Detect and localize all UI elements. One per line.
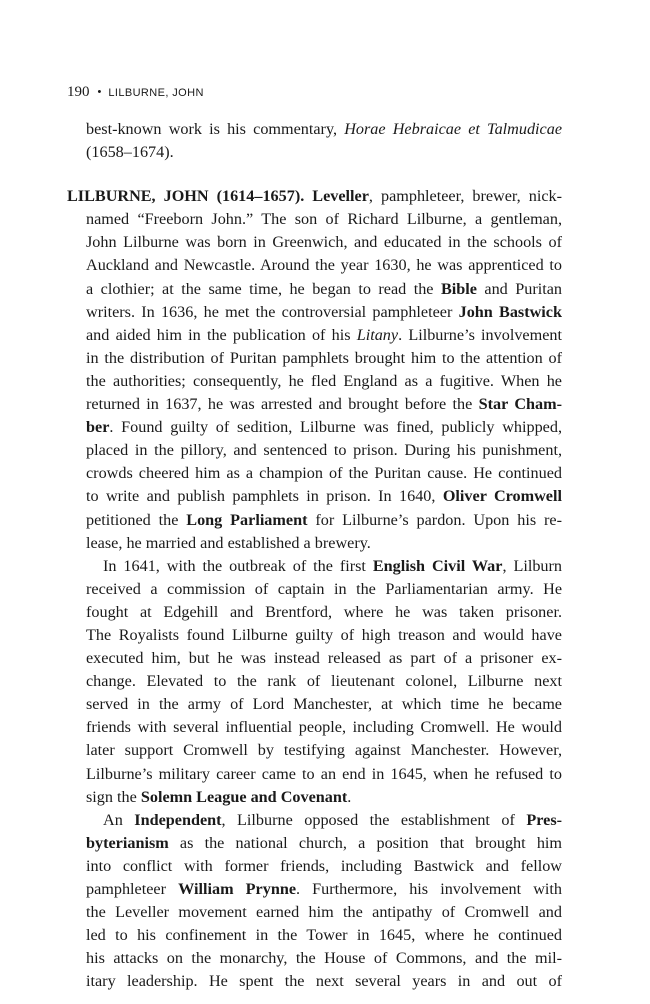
text-line bbox=[86, 462, 562, 485]
running-head bbox=[67, 82, 204, 103]
text-line bbox=[86, 370, 562, 393]
running-head-title: LILBURNE, JOHN bbox=[108, 87, 204, 99]
text-line bbox=[86, 878, 562, 901]
bold-term: Star Cham- bbox=[478, 395, 562, 414]
text-run: for Lilburne’s pardon. Upon his re- bbox=[307, 510, 562, 529]
bold-term: English Civil War bbox=[372, 556, 503, 575]
page-number: 190 bbox=[67, 84, 90, 100]
text-line bbox=[86, 693, 562, 716]
text-run: and aided him in the publication of his bbox=[86, 325, 357, 344]
text-line bbox=[86, 809, 562, 832]
text-line bbox=[86, 763, 562, 786]
text-run: friends with several influential people, including Cromwell. He would bbox=[86, 718, 562, 737]
text-run: The Royalists found Lilburne guilty of high treason and would have bbox=[86, 625, 562, 644]
text-line bbox=[86, 439, 562, 462]
text-run: lease, he married and established a brewery. bbox=[86, 533, 371, 552]
text-run: An bbox=[103, 810, 135, 829]
text-run: his attacks on the monarchy, the House of Commons, and the mil- bbox=[86, 949, 562, 968]
text-line bbox=[86, 786, 562, 809]
text-run: , Lilburn bbox=[502, 556, 562, 575]
text-run: led to his confinement in the Tower in 1645, where he continued bbox=[86, 926, 562, 945]
text-run: (1658–1674). bbox=[86, 143, 174, 162]
bold-term: LILBURNE, JOHN (1614–1657). bbox=[67, 187, 305, 206]
text-line bbox=[86, 947, 562, 970]
text-line bbox=[86, 532, 562, 555]
text-line bbox=[86, 254, 562, 277]
carryover-paragraph bbox=[86, 118, 562, 164]
entry-spacer bbox=[86, 164, 562, 185]
text-line bbox=[86, 141, 562, 164]
text-run: returned in 1637, he was arrested and brought before the bbox=[86, 395, 479, 414]
text-run: Auckland and Newcastle. Around the year 1630, he was apprenticed to bbox=[86, 256, 562, 275]
text-run: the Leveller movement earned him the antipathy of Cromwell and bbox=[86, 903, 562, 922]
text-run: the authorities; consequently, he fled England as a fugitive. When he bbox=[86, 371, 562, 390]
text-line bbox=[86, 555, 562, 578]
text-line bbox=[86, 324, 562, 347]
text-line bbox=[86, 970, 562, 993]
text-run: . Furthermore, his involvement with bbox=[296, 880, 562, 898]
text-line bbox=[86, 670, 562, 693]
bold-term: John Bastwick bbox=[458, 302, 562, 321]
bold-term: Leveller bbox=[312, 187, 369, 206]
text-line bbox=[86, 855, 562, 878]
text-run: writers. In 1636, he met the controversial pamphleteer bbox=[86, 302, 459, 321]
text-run: . Found guilty of sedition, Lilburne was fined, publicly whipped, bbox=[109, 418, 562, 437]
text-run: pamphleteer bbox=[86, 880, 179, 898]
text-run: . Lilburne’s involvement bbox=[398, 325, 562, 344]
bold-term: Pres- bbox=[526, 810, 563, 829]
bold-term: ber bbox=[86, 418, 110, 437]
text-line bbox=[86, 601, 562, 624]
bold-term: William Prynne bbox=[178, 880, 297, 898]
text-run: and Puritan bbox=[476, 279, 563, 298]
text-line bbox=[86, 924, 562, 947]
text-run: received a commission of captain in the Parliamentarian army. He bbox=[86, 579, 562, 598]
text-run: John Lilburne was born in Greenwich, and educated in the schools of bbox=[86, 233, 562, 252]
text-run: in the distribution of Puritan pamphlets brought him to the attention of bbox=[86, 348, 562, 367]
text-run: sign the bbox=[86, 787, 141, 806]
dictionary-entry-lilburne bbox=[67, 185, 563, 993]
text-run: placed in the pillory, and sentenced to prison. During his punishment, bbox=[86, 441, 562, 460]
text-run: best-known work is his commentary, bbox=[86, 120, 345, 138]
text-line bbox=[86, 231, 562, 254]
text-line bbox=[86, 301, 562, 324]
bold-term: Long Parliament bbox=[186, 510, 308, 529]
text-run: into conflict with former friends, including Bastwick and fellow bbox=[86, 856, 562, 875]
text-run: crowds cheered him as a champion of the Puritan cause. He continued bbox=[86, 464, 562, 483]
text-run: as the national church, a position that brought him bbox=[168, 833, 562, 852]
text-run: to write and publish pamphlets in prison. In 1640, bbox=[86, 487, 443, 506]
bold-term: byterianism bbox=[86, 833, 169, 852]
text-line bbox=[86, 832, 562, 855]
italic-title: Litany bbox=[356, 325, 399, 344]
text-run: named “Freeborn John.” The son of Richard Lilburne, a gentleman, bbox=[86, 210, 562, 229]
bold-term: Bible bbox=[440, 279, 477, 298]
bold-term: Oliver Cromwell bbox=[442, 487, 562, 506]
text-line bbox=[86, 347, 562, 370]
text-line bbox=[86, 578, 562, 601]
text-run: Lilburne’s military career came to an end in 1645, when he refused to bbox=[86, 764, 562, 783]
text-run: fought at Edgehill and Brentford, where he was taken prisoner. bbox=[86, 602, 562, 621]
text-line bbox=[86, 393, 562, 416]
text-line bbox=[86, 208, 562, 231]
text-run: . bbox=[347, 787, 352, 806]
text-run: executed him, but he was instead released as part of a prisoner ex- bbox=[86, 649, 562, 668]
text-line bbox=[86, 739, 562, 762]
text-run: , pamphleteer, brewer, nick- bbox=[368, 187, 562, 206]
text-line bbox=[86, 624, 562, 647]
text-run: later support Cromwell by testifying against Manchester. However, bbox=[86, 741, 562, 760]
body-text bbox=[67, 118, 563, 993]
text-run: petitioned the bbox=[86, 510, 187, 529]
text-line bbox=[67, 185, 562, 208]
text-line bbox=[86, 509, 562, 532]
text-line bbox=[86, 416, 562, 439]
text-run: , Lilburne opposed the establishment of bbox=[221, 810, 527, 829]
text-line bbox=[86, 901, 562, 924]
text-run: a clothier; at the same time, he began to read the bbox=[86, 279, 441, 298]
text-line bbox=[86, 647, 562, 670]
text-line bbox=[86, 278, 562, 301]
text-line bbox=[86, 485, 562, 508]
text-run: In 1641, with the outbreak of the first bbox=[103, 556, 373, 575]
text-run: change. Elevated to the rank of lieutenant colonel, Lilburne next bbox=[86, 672, 562, 691]
bullet-separator: • bbox=[97, 86, 102, 98]
text-line bbox=[86, 716, 562, 739]
text-line bbox=[86, 118, 562, 141]
bold-term: Solemn League and Covenant bbox=[140, 787, 348, 806]
italic-title: Horae Hebraicae et Talmudicae bbox=[344, 120, 563, 138]
bold-term: Independent bbox=[134, 810, 222, 829]
text-run: served in the army of Lord Manchester, at which time he became bbox=[86, 695, 562, 714]
text-run: itary leadership. He spent the next several years in and out of bbox=[86, 972, 562, 991]
